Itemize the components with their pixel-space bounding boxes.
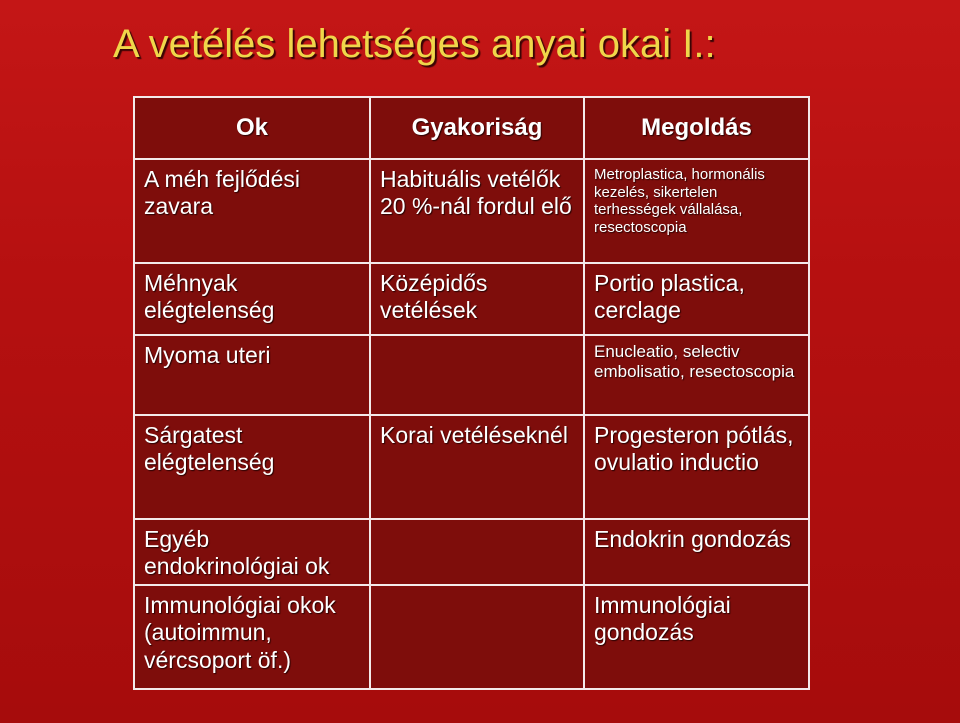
solution-cell: Metroplastica, hormonális kezelés, sikertelen terhességek vállalása, resectoscopia [584, 159, 809, 263]
table-row [134, 585, 809, 689]
frequency-cell [370, 335, 584, 415]
frequency-cell: Habituális vetélők 20 %-nál fordul elő [370, 159, 584, 263]
solution-cell: Portio plastica, cerclage [584, 263, 809, 335]
frequency-cell: Középidős vetélések [370, 263, 584, 335]
cause-cell: A méh fejlődési zavara [134, 159, 370, 263]
cause-cell: Egyéb endokrinológiai ok [134, 519, 370, 585]
cause-cell: Myoma uteri [134, 335, 370, 415]
cause-cell: Méhnyak elégtelenség [134, 263, 370, 335]
solution-cell: Progesteron pótlás, ovulatio inductio [584, 415, 809, 519]
header-solution: Megoldás [584, 97, 809, 159]
table-row [134, 159, 809, 263]
table-row [134, 519, 809, 585]
header-frequency: Gyakoriság [370, 97, 584, 159]
frequency-cell [370, 519, 584, 585]
table-row [134, 263, 809, 335]
frequency-cell: Korai vetéléseknél [370, 415, 584, 519]
header-cause: Ok [134, 97, 370, 159]
table-row [134, 415, 809, 519]
solution-cell: Enucleatio, selectiv embolisatio, resectoscopia [584, 335, 809, 415]
frequency-cell [370, 585, 584, 689]
solution-cell: Immunológiai gondozás [584, 585, 809, 689]
slide-title: A vetélés lehetséges anyai okai I.: [113, 22, 716, 66]
maternal-causes-table [133, 96, 810, 690]
solution-cell: Endokrin gondozás [584, 519, 809, 585]
table-row [134, 335, 809, 415]
header-row [134, 97, 809, 159]
cause-cell: Immunológiai okok (autoimmun, vércsoport öf.) [134, 585, 370, 689]
cause-cell: Sárgatest elégtelenség [134, 415, 370, 519]
